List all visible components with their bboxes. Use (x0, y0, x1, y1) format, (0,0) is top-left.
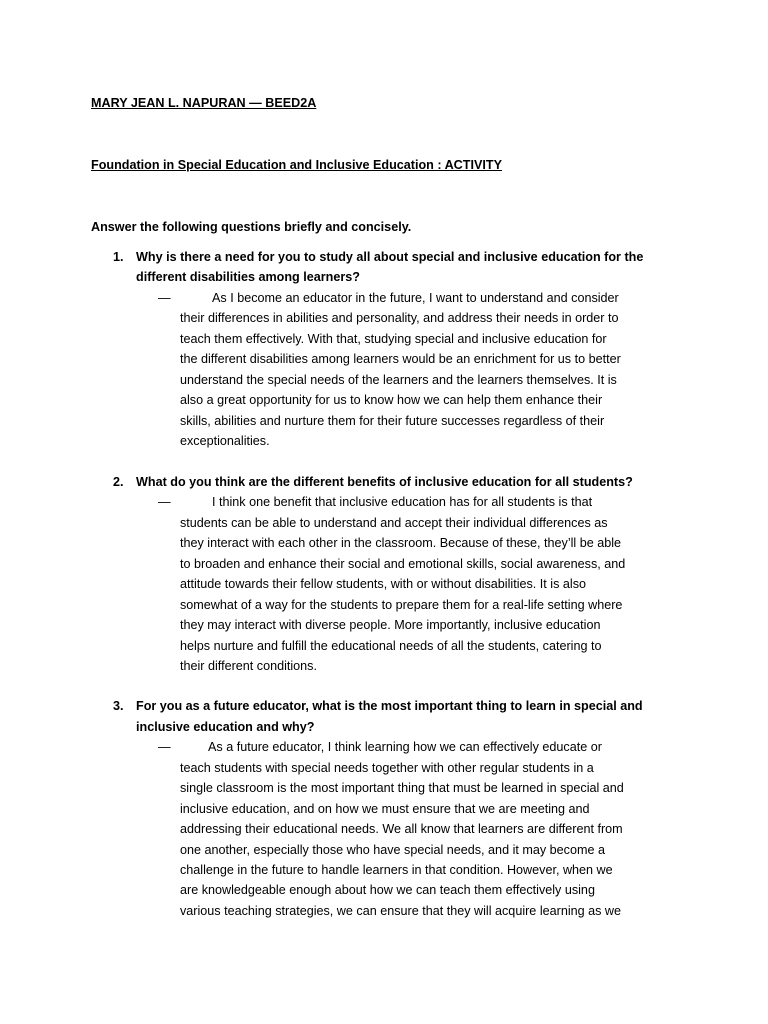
question-text: For you as a future educator, what is the most important thing to learn in special and (136, 699, 643, 713)
answer-dash: — (158, 291, 171, 305)
answer-text: one another, especially those who have special needs, and it may become a (180, 843, 605, 857)
answer-text: students can be able to understand and accept their individual differences as (180, 516, 608, 530)
answer-text: the different disabilities among learners would be an enrichment for us to better (180, 352, 621, 366)
answer-text: addressing their educational needs. We all know that learners are different from (180, 822, 623, 836)
answer-text: exceptionalities. (180, 434, 270, 448)
answer-text: also a great opportunity for us to know how we can help them enhance their (180, 393, 603, 407)
question-text: What do you think are the different benefits of inclusive education for all students? (136, 475, 633, 489)
question-text: different disabilities among learners? (136, 270, 360, 284)
answer-text: understand the special needs of the learners and the learners themselves. It is (180, 373, 617, 387)
answer-text: attitude towards their fellow students, with or without disabilities. It is also (180, 577, 586, 591)
instructions: Answer the following questions briefly and concisely. (91, 220, 412, 234)
answer-text: I think one benefit that inclusive education has for all students is that (212, 495, 593, 509)
answer-text: are knowledgeable enough about how we can teach them effectively using (180, 883, 595, 897)
author-heading: MARY JEAN L. NAPURAN — BEED2A (91, 96, 317, 110)
answer-text: skills, abilities and nurture them for their future successes regardless of their (180, 414, 605, 428)
answer-text: single classroom is the most important thing that must be learned in special and (180, 781, 624, 795)
answer-text: challenge in the future to handle learners in that condition. However, when we (180, 863, 613, 877)
answer-text: As I become an educator in the future, I want to understand and consider (212, 291, 619, 305)
answer-text: to broaden and enhance their social and emotional skills, social awareness, and (180, 557, 626, 571)
question-number: 2. (113, 475, 124, 489)
answer-text: various teaching strategies, we can ensure that they will acquire learning as we (180, 904, 622, 918)
answer-text: helps nurture and fulfill the educational needs of all the students, catering to (180, 639, 602, 653)
answer-text: their different conditions. (180, 659, 317, 673)
answer-text: they may interact with diverse people. More importantly, inclusive education (180, 618, 601, 632)
question-number: 3. (113, 699, 124, 713)
answer-dash: — (158, 495, 171, 509)
answer-text: inclusive education, and on how we must ensure that we are meeting and (180, 802, 590, 816)
question-text: inclusive education and why? (136, 720, 315, 734)
answer-text: As a future educator, I think learning how we can effectively educate or (208, 740, 602, 754)
answer-text: they interact with each other in the classroom. Because of these, they’ll be able (180, 536, 622, 550)
document-title: Foundation in Special Education and Inclusive Education : ACTIVITY (91, 158, 502, 172)
answer-text: their differences in abilities and personality, and address their needs in order to (180, 311, 619, 325)
answer-text: teach them effectively. With that, studying special and inclusive education for (180, 332, 607, 346)
answer-text: teach students with special needs together with other regular students in a (180, 761, 594, 775)
question-text: Why is there a need for you to study all about special and inclusive education for the (136, 250, 644, 264)
question-number: 1. (113, 250, 124, 264)
answer-dash: — (158, 740, 171, 754)
answer-text: somewhat of a way for the students to prepare them for a real-life setting where (180, 598, 623, 612)
